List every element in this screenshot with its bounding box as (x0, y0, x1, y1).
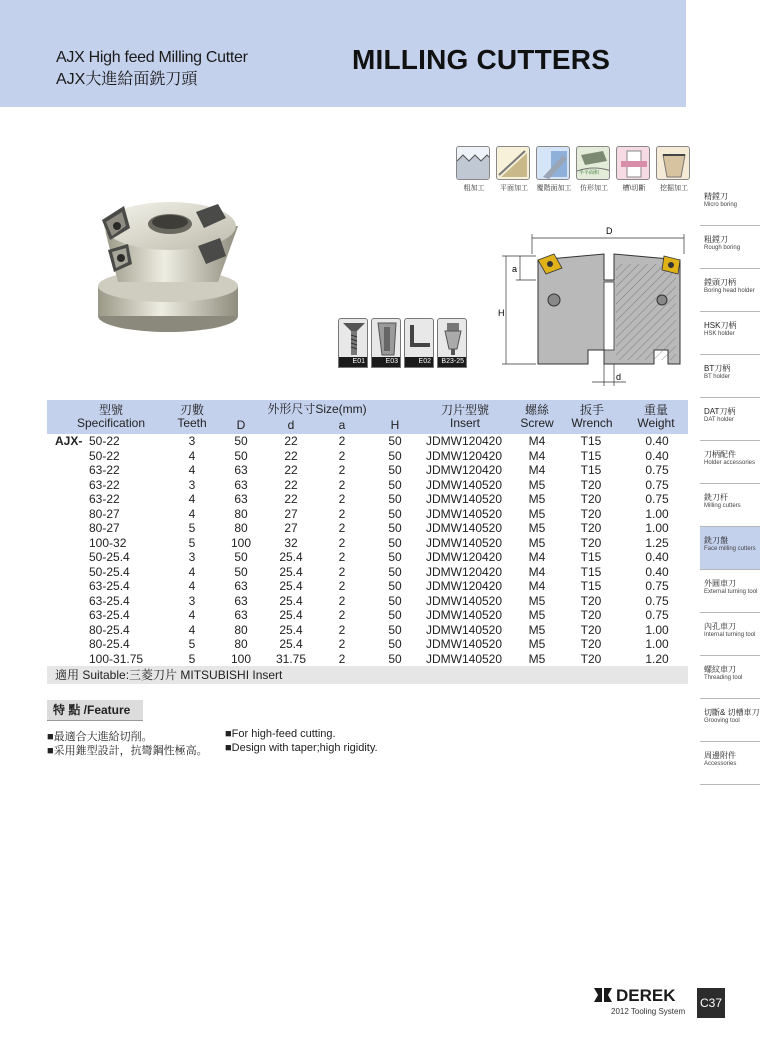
sidebar-item-en: Boring head holder (704, 288, 755, 294)
sidebar-item-en: Grooving tool (704, 718, 740, 724)
cell-d: 63 (234, 593, 248, 608)
cell-d: 22 (284, 492, 298, 506)
cell-d: 63 (234, 477, 248, 492)
header-spec: 型號 Specification (76, 403, 146, 430)
cell-h: 50 (388, 434, 402, 448)
table-row (47, 536, 688, 551)
cell-a: 2 (338, 535, 346, 550)
cell-d: 50 (234, 434, 248, 448)
sidebar-item-cn: 鏜頭刀柄 (704, 278, 736, 287)
cell-teeth: 4 (188, 448, 196, 463)
table-row (47, 623, 688, 638)
cell-wrench: T20 (580, 521, 602, 535)
sidebar-item-en: DAT holder (704, 417, 734, 423)
table-row (47, 637, 688, 652)
cell-d: 25.4 (279, 608, 303, 622)
cell-weight: 1.20 (645, 651, 669, 666)
cell-screw: M5 (528, 506, 546, 521)
table-row (47, 463, 688, 478)
sidebar-item-en: Face milling cutters (704, 546, 756, 552)
cell-d: 27 (284, 521, 298, 535)
cell-d: 63 (234, 579, 248, 593)
cell-teeth: 3 (188, 477, 196, 492)
cell-screw: M5 (528, 637, 546, 651)
cell-a: 2 (338, 651, 346, 666)
cell-d: 80 (234, 506, 248, 521)
cell-weight: 0.75 (645, 463, 669, 477)
cell-teeth: 5 (188, 651, 196, 666)
profiling-icon: 半平面积 (576, 146, 610, 180)
cell-weight: 1.00 (645, 637, 669, 651)
cell-wrench: T20 (580, 593, 602, 608)
cell-wrench: T15 (580, 463, 602, 477)
cell-d: 25.4 (279, 579, 303, 593)
cell-teeth: 4 (188, 492, 196, 506)
cell-h: 50 (388, 477, 402, 492)
table-row (47, 565, 688, 580)
sidebar-item[interactable] (700, 699, 760, 742)
table-row (47, 434, 688, 449)
cell-wrench: T20 (580, 492, 602, 506)
cell-screw: M4 (528, 564, 546, 579)
cell-teeth: 4 (188, 564, 196, 579)
cell-a: 2 (338, 521, 346, 535)
cell-d: 27 (284, 506, 298, 521)
cell-spec: 80-25.4 (89, 637, 130, 651)
cell-spec: 50-22 (89, 434, 120, 448)
cell-screw: M4 (528, 550, 546, 564)
cell-teeth: 5 (188, 535, 196, 550)
cell-d: 22 (284, 463, 298, 477)
sidebar-item-en: Internal turning tool (704, 632, 756, 638)
cell-spec: 63-22 (89, 492, 120, 506)
page-number: C37 (697, 988, 725, 1018)
cell-insert: JDMW140520 (425, 492, 503, 506)
sidebar-item-en: Accessories (704, 761, 737, 767)
operation-slotting: 槽\切斷 (616, 146, 652, 193)
cell-d: 80 (234, 622, 248, 637)
header-a: a (338, 418, 346, 432)
cell-h: 50 (388, 608, 402, 622)
sidebar-item[interactable] (700, 355, 760, 398)
sidebar-item-en: Milling cutters (704, 503, 741, 509)
table-row (47, 492, 688, 507)
feature-en-2: ■Design with taper;high rigidity. (225, 742, 378, 754)
cell-screw: M4 (528, 448, 546, 463)
cell-d: 80 (234, 637, 248, 651)
table-row (47, 579, 688, 594)
cell-wrench: T20 (580, 608, 602, 622)
sidebar-item[interactable] (700, 656, 760, 699)
cell-spec: 63-22 (89, 463, 120, 477)
header-H: H (390, 418, 400, 432)
sidebar-item[interactable] (700, 613, 760, 656)
cell-a: 2 (338, 492, 346, 506)
cell-d: 50 (234, 564, 248, 579)
cell-screw: M5 (528, 651, 546, 666)
cell-d: 63 (234, 463, 248, 477)
table-row (47, 507, 688, 522)
cell-d: 22 (284, 434, 298, 448)
sidebar-item-cn: 粗鏜刀 (704, 235, 728, 244)
cell-weight: 0.75 (645, 593, 669, 608)
cell-insert: JDMW120420 (425, 434, 503, 448)
sidebar-item-cn: 螺紋車刀 (704, 665, 736, 674)
sidebar-item-cn: BT刀柄 (704, 364, 731, 373)
insert-key-icon (372, 319, 402, 359)
cell-screw: M5 (528, 521, 546, 535)
product-subtitle-en: AJX High feed Milling Cutter (56, 49, 248, 66)
cell-spec: 80-25.4 (89, 622, 130, 637)
cell-d: 63 (234, 492, 248, 506)
feature-title: 特 點 /Feature (47, 700, 143, 721)
sidebar-item[interactable] (700, 312, 760, 355)
cell-teeth: 4 (188, 608, 196, 622)
cell-h: 50 (388, 622, 402, 637)
cell-h: 50 (388, 637, 402, 651)
cell-insert: JDMW120420 (425, 463, 503, 477)
cell-d: 22 (284, 448, 298, 463)
sidebar-item-cn: 銑刀杆 (704, 493, 728, 502)
sidebar-item[interactable] (700, 484, 760, 527)
cell-weight: 0.75 (645, 579, 669, 593)
sidebar-item[interactable] (700, 269, 760, 312)
cell-a: 2 (338, 637, 346, 651)
part-arbor: B23-25 (437, 318, 467, 368)
cell-teeth: 3 (188, 550, 196, 564)
cell-a: 2 (338, 622, 346, 637)
cell-d: 63 (234, 608, 248, 622)
cell-wrench: T20 (580, 506, 602, 521)
cell-screw: M5 (528, 593, 546, 608)
cell-a: 2 (338, 463, 346, 477)
cell-wrench: T20 (580, 535, 602, 550)
feature-cn-1: ■最適合大進給切削。 (47, 731, 153, 743)
sidebar-item[interactable] (700, 742, 760, 785)
cell-wrench: T20 (580, 622, 602, 637)
cell-h: 50 (388, 535, 402, 550)
cell-d: 50 (234, 448, 248, 463)
cell-d: 25.4 (279, 622, 303, 637)
cell-h: 50 (388, 448, 402, 463)
cell-wrench: T20 (580, 651, 602, 666)
sidebar-item-cn: 周邊附件 (704, 751, 736, 760)
cell-h: 50 (388, 593, 402, 608)
cell-a: 2 (338, 608, 346, 622)
cell-weight: 0.75 (645, 608, 669, 622)
cell-spec: 63-25.4 (89, 579, 130, 593)
cell-spec: 80-27 (89, 521, 120, 535)
table-row (47, 449, 688, 464)
table-row (47, 608, 688, 623)
cell-spec: 63-25.4 (89, 608, 130, 622)
cell-weight: 1.00 (645, 622, 669, 637)
operation-icons (456, 146, 692, 194)
header-weight: 重量 Weight (637, 403, 675, 430)
cell-a: 2 (338, 593, 346, 608)
cell-d: 80 (234, 521, 248, 535)
cell-screw: M5 (528, 608, 546, 622)
cell-wrench: T15 (580, 550, 602, 564)
cell-insert: JDMW140520 (425, 593, 503, 608)
cell-a: 2 (338, 434, 346, 448)
cell-wrench: T20 (580, 477, 602, 492)
cell-teeth: 3 (188, 593, 196, 608)
cell-wrench: T15 (580, 448, 602, 463)
cell-a: 2 (338, 477, 346, 492)
cell-weight: 0.75 (645, 477, 669, 492)
accessory-parts (338, 318, 470, 370)
sidebar-item[interactable] (700, 441, 760, 484)
cell-teeth: 4 (188, 506, 196, 521)
cell-screw: M5 (528, 535, 546, 550)
cell-a: 2 (338, 550, 346, 564)
table-body (47, 434, 688, 666)
insert-note: 適用 Suitable:三菱刀片 MITSUBISHI Insert (47, 666, 688, 684)
brand-logo-icon (594, 988, 612, 1002)
cell-screw: M5 (528, 477, 546, 492)
cell-d: 25.4 (279, 564, 303, 579)
table-row (47, 478, 688, 493)
cell-insert: JDMW140520 (425, 622, 503, 637)
technical-drawing (492, 224, 692, 392)
header-D: D (236, 418, 246, 432)
sidebar-item-en: HSK holder (704, 331, 735, 337)
category-sidebar (700, 183, 760, 785)
cell-insert: JDMW140520 (425, 521, 503, 535)
cell-d: 100 (230, 651, 252, 666)
cell-d: 32 (284, 535, 298, 550)
cell-weight: 1.00 (645, 521, 669, 535)
cell-teeth: 5 (188, 637, 196, 651)
sidebar-item-en: BT holder (704, 374, 730, 380)
cell-insert: JDMW120420 (425, 448, 503, 463)
pocketing-icon (656, 146, 690, 180)
part-wrench: E02 (404, 318, 434, 368)
cell-h: 50 (388, 550, 402, 564)
cell-spec: 63-25.4 (89, 593, 130, 608)
dim-label-H: H (498, 308, 505, 318)
face-machining-icon (496, 146, 530, 180)
sidebar-item[interactable] (700, 183, 760, 226)
cell-insert: JDMW140520 (425, 651, 503, 666)
part-screw: E01 (338, 318, 368, 368)
header-banner (0, 0, 686, 107)
sidebar-item-cn: 精鏜刀 (704, 192, 728, 201)
sidebar-item-en: Micro boring (704, 202, 738, 208)
operation-pocketing: 挖掘加工 (656, 146, 692, 193)
operation-rough: 粗加工 (456, 146, 492, 193)
cell-h: 50 (388, 564, 402, 579)
cell-a: 2 (338, 448, 346, 463)
cell-d: 50 (234, 550, 248, 564)
brand-name: DEREK (616, 986, 676, 1005)
sidebar-item-cn: 切斷& 切槽車刀 (704, 708, 760, 717)
arbor-icon (438, 319, 468, 359)
cell-d: 22 (284, 477, 298, 492)
cell-weight: 0.40 (645, 550, 669, 564)
cell-insert: JDMW120420 (425, 579, 503, 593)
sidebar-item[interactable] (700, 527, 760, 570)
cell-wrench: T15 (580, 434, 602, 448)
header-teeth: 刃數 Teeth (177, 403, 207, 430)
sidebar-item-en: Holder accessories (704, 460, 756, 466)
cell-insert: JDMW140520 (425, 535, 503, 550)
operation-profiling: 半平面积 仿形加工 (576, 146, 612, 193)
table-row (47, 594, 688, 609)
cell-spec: 63-22 (89, 477, 120, 492)
cell-teeth: 4 (188, 579, 196, 593)
cell-spec: 100-32 (89, 535, 127, 550)
cell-teeth: 3 (188, 434, 196, 448)
feature-en-1: ■For high-feed cutting. (225, 728, 336, 740)
cell-weight: 1.25 (645, 535, 669, 550)
operation-face: 平面加工 (496, 146, 532, 193)
cell-screw: M5 (528, 492, 546, 506)
sidebar-item-cn: 刀柄配件 (704, 450, 736, 459)
table-row (47, 521, 688, 536)
cell-spec: 50-25.4 (89, 550, 130, 564)
cell-weight: 0.75 (645, 492, 669, 506)
cell-spec: 100-31.75 (89, 651, 144, 666)
slotting-icon (616, 146, 650, 180)
page-title: MILLING CUTTERS (352, 44, 611, 75)
cell-insert: JDMW120420 (425, 564, 503, 579)
cell-screw: M5 (528, 622, 546, 637)
cell-insert: JDMW140520 (425, 608, 503, 622)
sidebar-item-cn: 銑刀盤 (704, 536, 728, 545)
table-row (47, 550, 688, 565)
part-insert-key: E03 (371, 318, 401, 368)
catalog-edition: 2012 Tooling System (611, 1007, 686, 1016)
cell-insert: JDMW140520 (425, 637, 503, 651)
header-size: 外形尺寸Size(mm) (267, 402, 367, 416)
header-d: d (287, 418, 295, 432)
cell-screw: M4 (528, 579, 546, 593)
wrench-icon (405, 319, 435, 359)
cell-d: 25.4 (279, 550, 303, 564)
dim-label-d: d (616, 372, 622, 382)
cell-teeth: 4 (188, 463, 196, 477)
cell-a: 2 (338, 579, 346, 593)
sidebar-item-cn: HSK刀柄 (704, 321, 737, 330)
cell-d: 25.4 (279, 637, 303, 651)
cell-weight: 0.40 (645, 448, 669, 463)
cell-h: 50 (388, 463, 402, 477)
screw-icon (339, 319, 369, 359)
cell-a: 2 (338, 564, 346, 579)
cell-a: 2 (338, 506, 346, 521)
header-screw: 螺絲 Screw (520, 403, 554, 430)
product-subtitle-cn: AJX大進給面銑刀頭 (56, 71, 198, 88)
dim-label-a: a (512, 264, 518, 274)
cell-spec: 80-27 (89, 506, 120, 521)
feature-cn-2: ■采用錐型設計，抗彎鋼性極高。 (47, 745, 208, 757)
cell-spec: 50-25.4 (89, 564, 130, 579)
header-insert: 刀片型號 Insert (440, 403, 489, 430)
cell-weight: 1.00 (645, 506, 669, 521)
cell-insert: JDMW120420 (425, 550, 503, 564)
sidebar-item-en: Threading tool (704, 675, 743, 681)
cell-insert: JDMW140520 (425, 477, 503, 492)
cell-wrench: T20 (580, 637, 602, 651)
cell-h: 50 (388, 506, 402, 521)
rough-machining-icon (456, 146, 490, 180)
cell-h: 50 (388, 492, 402, 506)
table-row (47, 652, 688, 667)
sidebar-item-en: External turning tool (704, 589, 758, 595)
cell-insert: JDMW140520 (425, 506, 503, 521)
sidebar-item[interactable] (700, 398, 760, 441)
cell-teeth: 4 (188, 622, 196, 637)
cell-wrench: T15 (580, 579, 602, 593)
spec-prefix: AJX- (55, 434, 83, 448)
cell-h: 50 (388, 651, 402, 666)
sidebar-item-cn: 外圓車刀 (704, 579, 736, 588)
cell-d: 31.75 (275, 651, 307, 666)
cell-teeth: 5 (188, 521, 196, 535)
cell-d: 25.4 (279, 593, 303, 608)
header-wrench: 扳手 Wrench (571, 403, 613, 430)
cell-spec: 50-22 (89, 448, 120, 463)
spec-table (47, 400, 688, 684)
sidebar-item-cn: 內孔車刀 (704, 622, 736, 631)
cell-screw: M4 (528, 434, 546, 448)
cell-d: 100 (230, 535, 252, 550)
cell-screw: M4 (528, 463, 546, 477)
cell-weight: 0.40 (645, 434, 669, 448)
cell-h: 50 (388, 521, 402, 535)
dim-label-D: D (606, 226, 613, 236)
product-photo (88, 186, 256, 336)
sidebar-item[interactable] (700, 570, 760, 613)
sidebar-item-cn: DAT刀柄 (704, 407, 736, 416)
cell-h: 50 (388, 579, 402, 593)
cell-wrench: T15 (580, 564, 602, 579)
operation-shoulder: 覆階面加工 (536, 146, 572, 193)
shoulder-machining-icon (536, 146, 570, 180)
table-header (47, 400, 688, 434)
cell-weight: 0.40 (645, 564, 669, 579)
sidebar-item-en: Rough boring (704, 245, 741, 251)
sidebar-item[interactable] (700, 226, 760, 269)
